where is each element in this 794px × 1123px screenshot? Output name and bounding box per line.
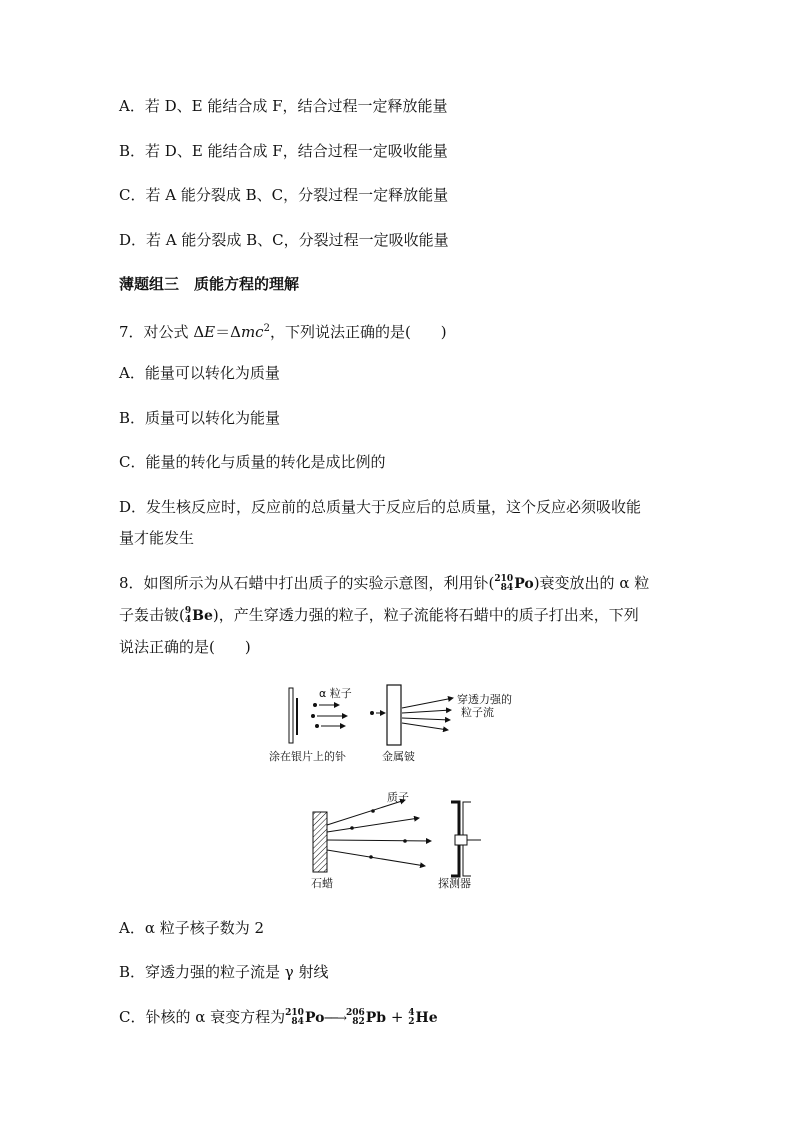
experiment-figure [255,680,555,895]
eq-po-mass: 210 [285,1008,304,1018]
q8-line2-pre: 子轰击铍( [119,606,185,624]
proton-label: 质子 [387,791,409,804]
detector-label: 探测器 [438,877,471,890]
eq-he-mass: 4 [408,1008,415,1018]
option-c-prev: C．若 A 能分裂成 B、C，分裂过程一定释放能量 [119,186,449,204]
po-z: 84 [500,583,514,593]
q7-suffix: ，下列说法正确的是( ) [269,323,447,341]
q7-option-b: B．质量可以转化为能量 [119,409,281,427]
eq-plus: + [386,1008,409,1026]
q7-formula-sup: 2 [263,323,270,334]
be-z: 4 [184,615,192,625]
polonium-label: 涂在银片上的钋 [269,750,346,763]
stream-label-2: 粒子流 [461,706,494,719]
q8-option-a: A．α 粒子核子数为 2 [119,919,265,937]
eq-po-z: 84 [291,1017,304,1027]
stream-label-1: 穿透力强的 [457,693,512,706]
q7-formula-delta: Δ [193,323,205,341]
option-d-prev: D．若 A 能分裂成 B、C，分裂过程一定吸收能量 [119,231,449,249]
nuclide-po [494,574,533,594]
po-mass: 210 [494,574,514,584]
eq-po-symbol: Po [304,1010,325,1026]
option-b-prev: B．若 D、E 能结合成 F，结合过程一定吸收能量 [119,142,448,160]
beryllium-block [387,685,401,745]
po-symbol: Po [514,576,534,592]
eq-pb-symbol: Pb [365,1010,387,1026]
alpha-label: α 粒子 [319,687,352,700]
q7-prefix: 7．对公式 [119,323,194,341]
q7-formula-mc: mc [240,323,264,341]
eq-po [285,1008,324,1028]
paraffin-label: 石蜡 [311,877,333,890]
be-symbol: Be [192,608,213,624]
eq-pb-z: 82 [352,1017,365,1027]
detector [451,802,481,876]
paraffin-block [313,812,327,872]
q8-stem-line3: 说法正确的是( ) [119,638,251,656]
q8-stem-line2 [119,605,639,626]
beryllium-label: 金属铍 [382,750,415,763]
q8-stem-line1 [119,573,649,594]
q7-option-d-line1: D．发生核反应时，反应前的总质量大于反应后的总质量，这个反应必须吸收能 [119,498,642,516]
section-title: 薄题组三 质能方程的理解 [119,275,300,293]
q7-option-d-line2: 量才能发生 [119,529,195,547]
q7-formula-e: E [204,323,216,341]
q8-option-c [119,1007,438,1028]
q7-stem [119,319,447,342]
eq-he-z: 2 [408,1017,415,1027]
q8-c-pre: C．钋核的 α 衰变方程为 [119,1008,286,1026]
eq-pb [346,1008,386,1028]
q8-line1-post: )衰变放出的 α 粒 [533,574,650,592]
be-mass: 9 [184,606,192,616]
eq-he-symbol: He [415,1010,438,1026]
q7-option-a: A．能量可以转化为质量 [119,364,280,382]
q8-option-b: B．穿透力强的粒子流是 γ 射线 [119,963,329,981]
alpha-particles [311,703,347,728]
eq-he [408,1008,437,1028]
eq-pb-mass: 206 [345,1008,365,1018]
polonium-source [289,688,297,743]
q7-option-c: C．能量的转化与质量的转化是成比例的 [119,453,386,471]
q7-formula-eq: ＝Δ [215,323,241,341]
option-a-prev: A．若 D、E 能结合成 F，结合过程一定释放能量 [119,97,448,115]
eq-arrow: ──→ [324,1011,346,1025]
penetrating-stream [402,698,453,730]
nuclide-be [185,606,213,626]
proton-tracks [327,800,431,866]
q8-line2-post: )，产生穿透力强的粒子，粒子流能将石蜡中的质子打出来，下列 [212,606,639,624]
q8-line1-pre: 8．如图所示为从石蜡中打出质子的实验示意图，利用钋( [119,574,495,592]
